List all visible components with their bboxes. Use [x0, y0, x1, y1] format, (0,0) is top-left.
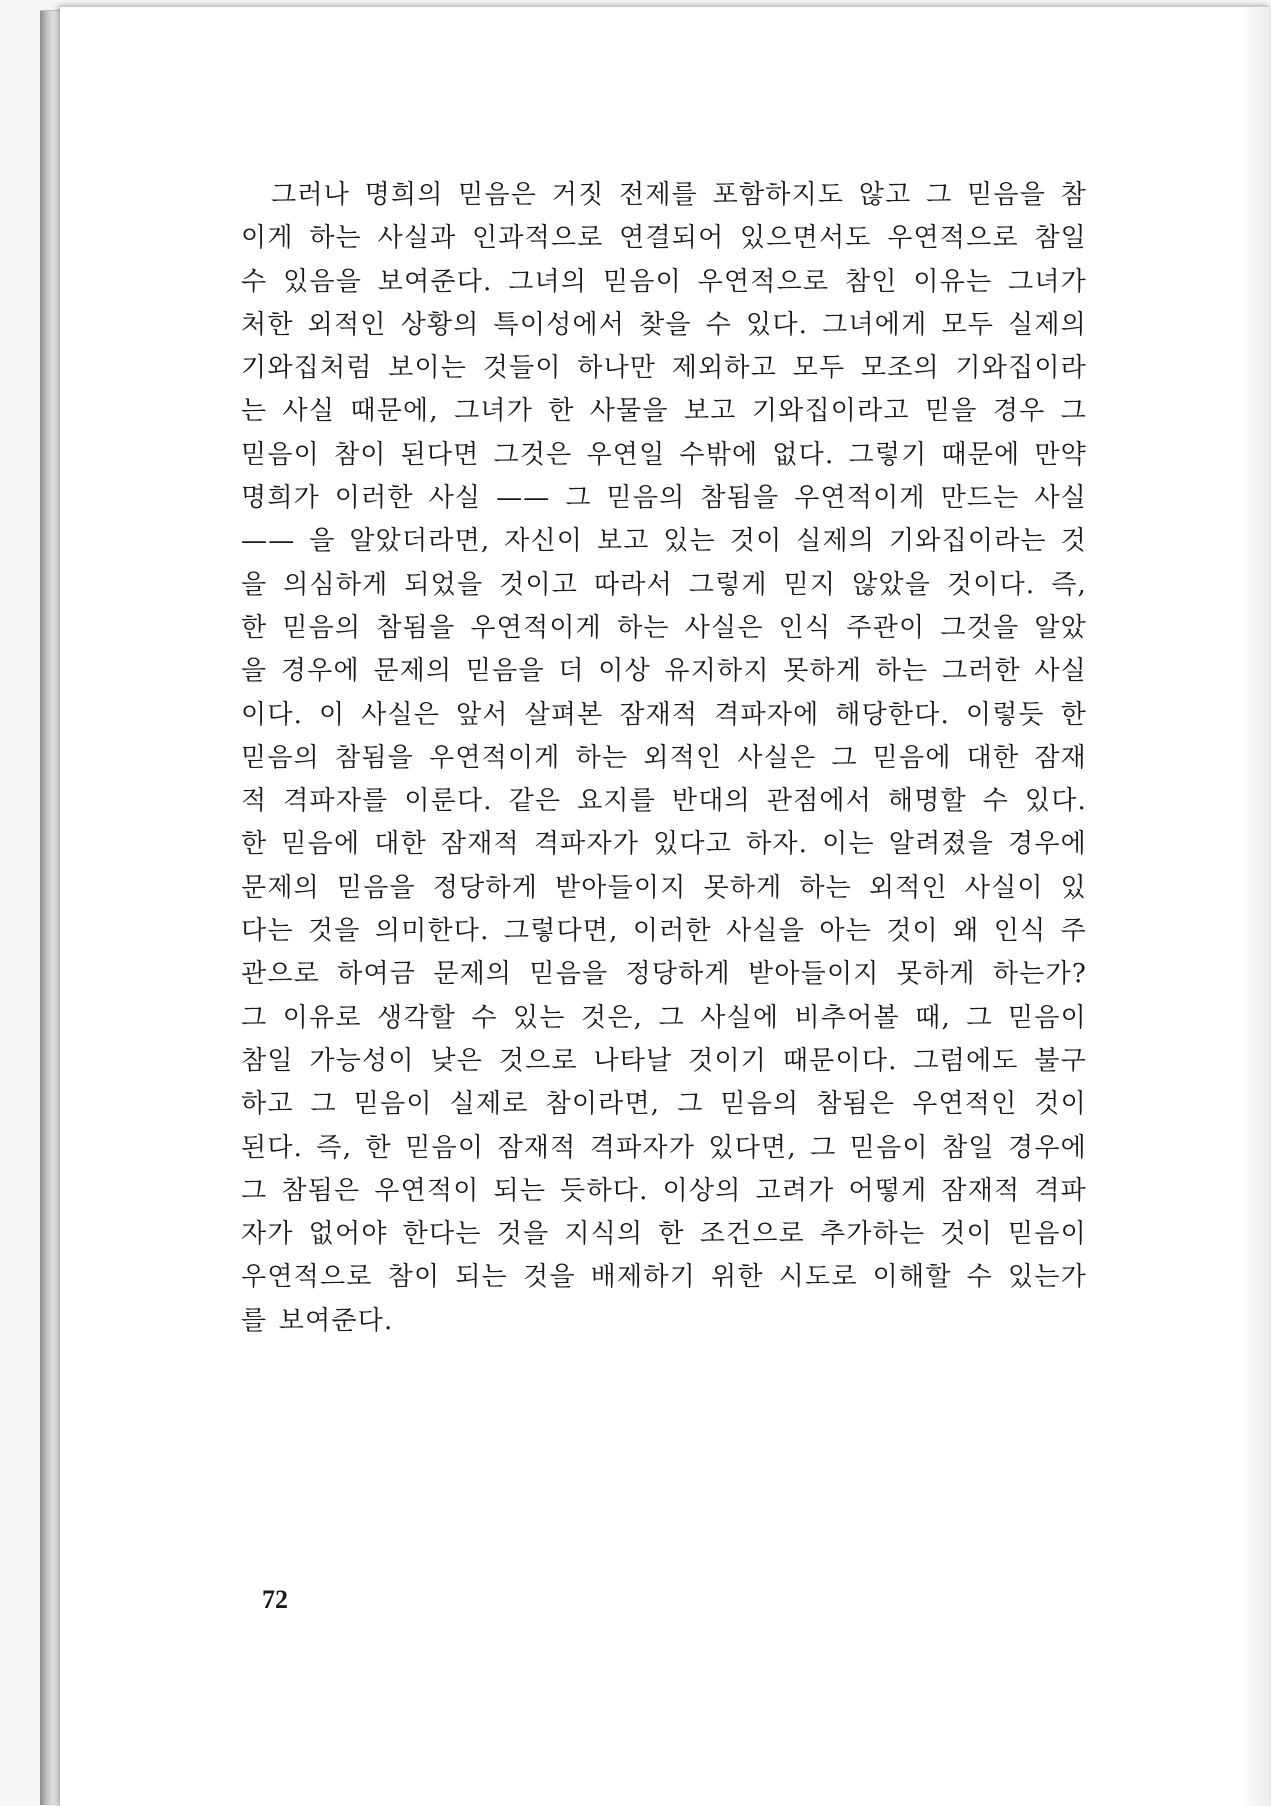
text-line: 그 참됨은 우연적이 되는 듯하다. 이상의 고려가 어떻게 잠재적 격파: [241, 1175, 1087, 1206]
text-line: 기와집처럼 보이는 것들이 하나만 제외하고 모두 모조의 기와집이라: [241, 353, 1087, 384]
text-line: 자가 없어야 한다는 것을 지식의 한 조건으로 추가하는 것이 믿음이: [241, 1219, 1087, 1250]
text-line: 는 사실 때문에, 그녀가 한 사물을 보고 기와집이라고 믿을 경우 그: [241, 396, 1087, 427]
text-line: 그러나 명희의 믿음은 거짓 전제를 포함하지도 않고 그 믿음을 참: [271, 180, 1087, 210]
text-line: 된다. 즉, 한 믿음이 잠재적 격파자가 있다면, 그 믿음이 참일 경우에: [241, 1132, 1087, 1163]
text-line: 다는 것을 의미한다. 그렇다면, 이러한 사실을 아는 것이 왜 인식 주: [241, 916, 1087, 947]
page-gutter-shade: [1240, 7, 1270, 1806]
text-line: 을 경우에 문제의 믿음을 더 이상 유지하지 못하게 하는 그러한 사실: [241, 656, 1087, 687]
text-line: 하고 그 믿음이 실제로 참이라면, 그 믿음의 참됨은 우연적인 것이: [241, 1089, 1087, 1120]
text-line: 한 믿음의 참됨을 우연적이게 하는 사실은 인식 주관이 그것을 알았: [241, 612, 1087, 643]
text-line: 믿음이 참이 된다면 그것은 우연일 수밖에 없다. 그렇기 때문에 만약: [241, 439, 1087, 470]
text-line: 한 믿음에 대한 잠재적 격파자가 있다고 하자. 이는 알려졌을 경우에: [241, 829, 1087, 860]
text-line: 수 있음을 보여준다. 그녀의 믿음이 우연적으로 참인 이유는 그녀가: [241, 266, 1087, 297]
text-line: 명희가 이러한 사실 —— 그 믿음의 참됨을 우연적이게 만드는 사실: [241, 483, 1087, 514]
text-line: 를 보여준다.: [241, 1305, 394, 1336]
text-line: 을 의심하게 되었을 것이고 따라서 그렇게 믿지 않았을 것이다. 즉,: [241, 569, 1087, 600]
text-line: 관으로 하여금 문제의 믿음을 정당하게 받아들이지 못하게 하는가?: [241, 959, 1087, 990]
text-line: 참일 가능성이 낮은 것으로 나타날 것이기 때문이다. 그럼에도 불구: [241, 1045, 1087, 1076]
body-paragraph: [241, 174, 1087, 1343]
text-line: 그 이유로 생각할 수 있는 것은, 그 사실에 비추어볼 때, 그 믿음이: [241, 1002, 1087, 1033]
text-line: 문제의 믿음을 정당하게 받아들이지 못하게 하는 외적인 사실이 있: [241, 872, 1087, 903]
text-line: 이게 하는 사실과 인과적으로 연결되어 있으면서도 우연적으로 참일: [241, 223, 1087, 254]
text-line: 처한 외적인 상황의 특이성에서 찾을 수 있다. 그녀에게 모두 실제의: [241, 309, 1087, 340]
text-line: 믿음의 참됨을 우연적이게 하는 외적인 사실은 그 믿음에 대한 잠재: [241, 742, 1087, 773]
page-number: 72: [262, 1585, 288, 1614]
text-line: 우연적으로 참이 되는 것을 배제하기 위한 시도로 이해할 수 있는가: [241, 1262, 1087, 1293]
text-line: 이다. 이 사실은 앞서 살펴본 잠재적 격파자에 해당한다. 이렇듯 한: [241, 699, 1087, 730]
text-line: 적 격파자를 이룬다. 같은 요지를 반대의 관점에서 해명할 수 있다.: [241, 786, 1087, 817]
text-line: —— 을 알았더라면, 자신이 보고 있는 것이 실제의 기와집이라는 것: [241, 526, 1087, 557]
